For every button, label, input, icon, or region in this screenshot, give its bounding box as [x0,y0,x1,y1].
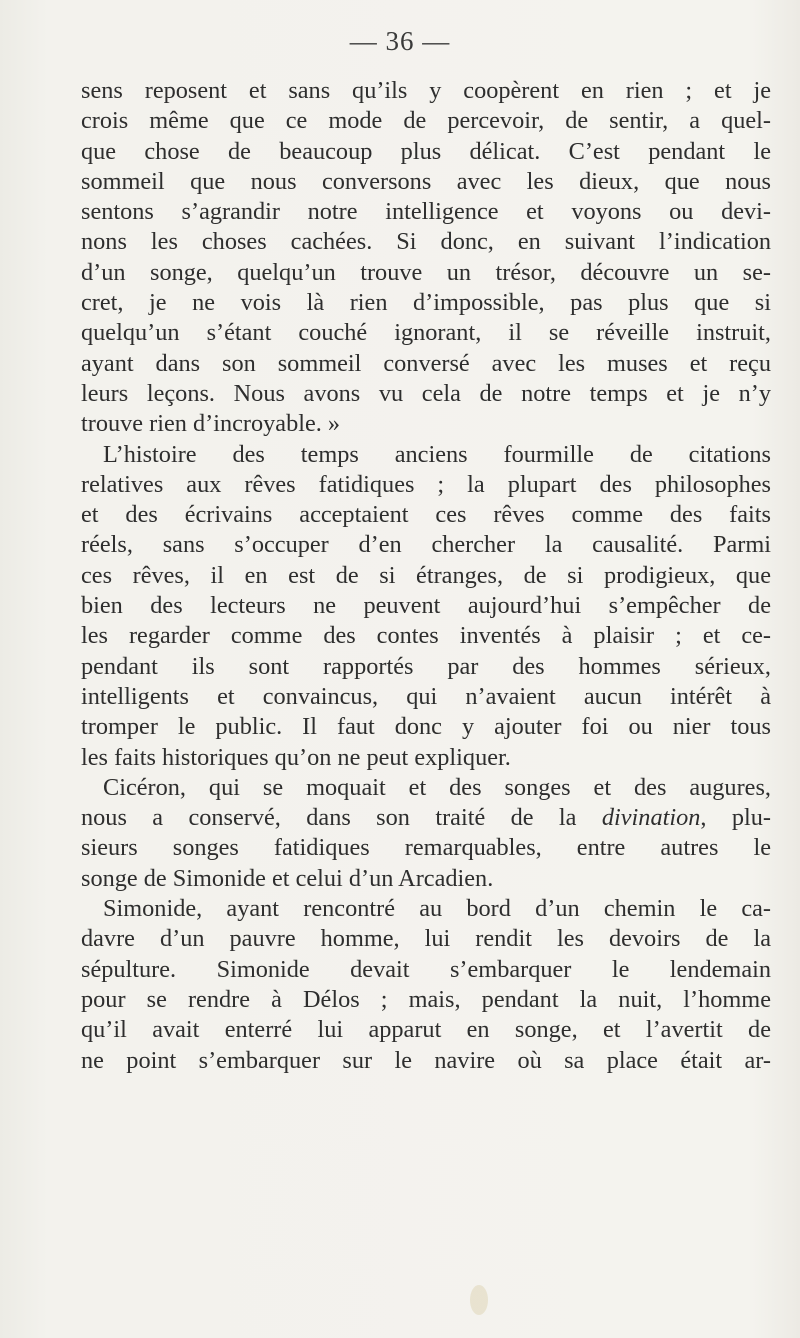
text-line: ces rêves, il en est de si étranges, de si prodigieux, que [81,561,771,589]
text-line: relatives aux rêves fatidiques ; la plupart des philosophes [81,470,771,498]
text-line: d’un songe, quelqu’un trouve un trésor, découvre un se- [81,258,771,286]
paper-stain [470,1285,488,1315]
text-line: crois même que ce mode de percevoir, de sentir, a quel- [81,107,771,135]
text-line: nons les choses cachées. Si donc, en suivant l’indication [81,228,771,256]
text-line: tromper le public. Il faut donc y ajouter foi ou nier tous [81,713,771,741]
text-line: sieurs songes fatidiques remarquables, entre autres le [81,834,771,862]
body-text [81,76,771,1076]
text-line: intelligents et convaincus, qui n’avaient aucun intérêt à [81,682,771,710]
text-line: les faits historiques qu’on ne peut expliquer. [81,743,511,771]
text-line: sens reposent et sans qu’ils y coopèrent en rien ; et je [81,77,771,104]
text-line: sommeil que nous conversons avec les dieux, que nous [81,167,771,195]
text-line: sentons s’agrandir notre intelligence et voyons ou devi- [81,198,771,226]
text-line: Cicéron, qui se moquait et des songes et des augures, [103,773,771,801]
page-number: — 36 — [349,26,451,56]
text-line: cret, je ne vois là rien d’impossible, pas plus que si [81,289,771,317]
text-line: songe de Simonide et celui d’un Arcadien. [81,864,494,892]
text-line: leurs leçons. Nous avons vu cela de notre temps et je n’y [81,379,771,407]
text-segment: nous a conservé, dans son traité de la [81,804,602,832]
text-line: que chose de beaucoup plus délicat. C’est pendant le [81,137,771,165]
text-line: trouve rien d’incroyable. » [81,410,341,438]
text-line: pendant ils sont rapportés par des hommes sérieux, [81,652,771,680]
text-segment: , plu- [700,804,771,832]
text-line: bien des lecteurs ne peuvent aujourd’hui s’empêcher de [81,592,771,620]
text-line: ayant dans son sommeil conversé avec les muses et reçu [81,349,771,377]
text-line: et des écrivains acceptaient ces rêves comme des faits [81,501,771,529]
italic-term: divination [601,804,701,832]
text-line: Simonide, ayant rencontré au bord d’un chemin le ca- [103,895,771,923]
text-line: ne point s’embarquer sur le navire où sa place était ar- [81,1046,771,1074]
text-line [81,803,771,833]
text-line: davre d’un pauvre homme, lui rendit les devoirs de la [81,925,771,953]
text-line: sépulture. Simonide devait s’embarquer le lendemain [81,955,771,983]
text-line: quelqu’un s’étant couché ignorant, il se réveille instruit, [81,319,771,347]
text-line: pour se rendre à Délos ; mais, pendant la nuit, l’homme [81,985,771,1013]
text-line: les regarder comme des contes inventés à plaisir ; et ce- [81,622,771,650]
text-line: qu’il avait enterré lui apparut en songe, et l’avertit de [81,1016,771,1044]
text-line: réels, sans s’occuper d’en chercher la causalité. Parmi [81,531,771,559]
text-line: L’histoire des temps anciens fourmille de citations [103,440,771,468]
